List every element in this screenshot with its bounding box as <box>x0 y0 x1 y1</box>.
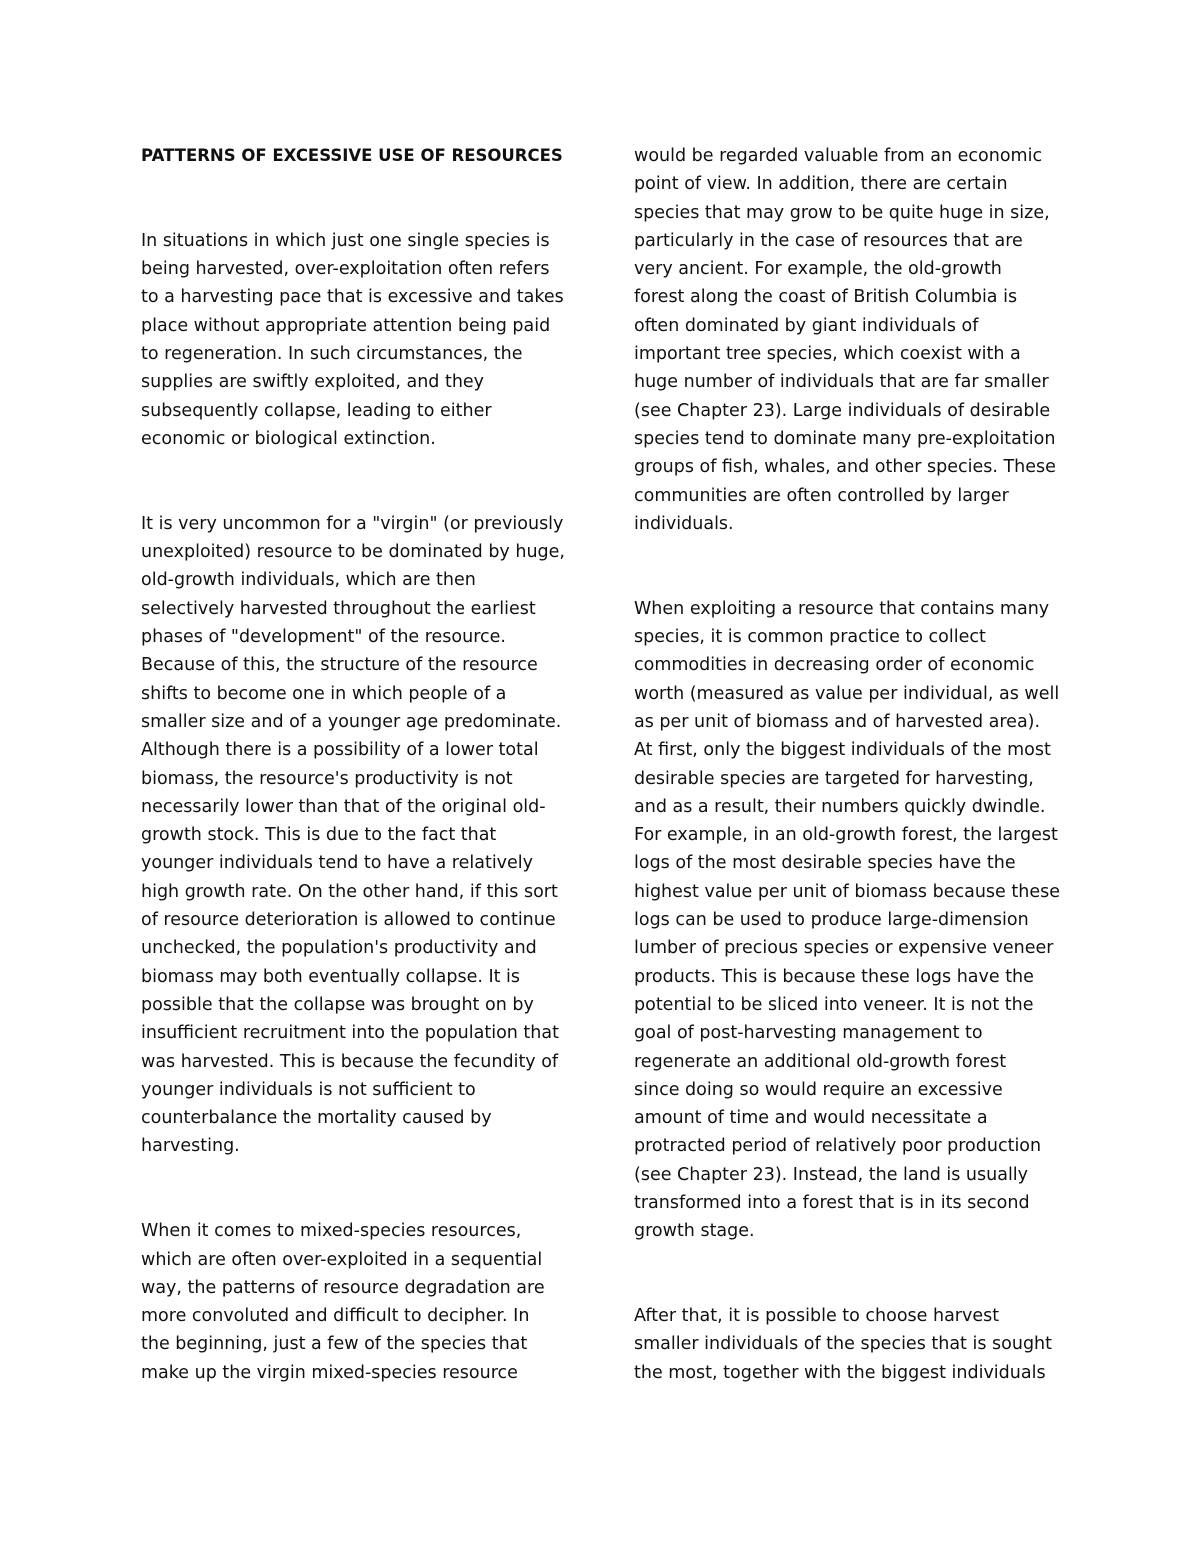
text-line: desirable species are targeted for harvesting, <box>634 768 1034 789</box>
text-line: Because of this, the structure of the resource <box>141 655 538 676</box>
text-line: unexploited) resource to be dominated by huge, <box>141 542 565 563</box>
text-line: of resource deterioration is allowed to continue <box>141 910 556 931</box>
text-line: biomass may both eventually collapse. It is <box>141 966 521 987</box>
text-line: harvesting. <box>141 1136 240 1157</box>
text-line: important tree species, which coexist with a <box>634 344 1021 365</box>
text-line: smaller individuals of the species that is sought <box>634 1334 1053 1355</box>
text-line: the beginning, just a few of the species that <box>141 1334 528 1355</box>
text-line: more convoluted and difficult to decipher. In <box>141 1306 530 1327</box>
document-title: PATTERNS OF EXCESSIVE USE OF RESOURCES <box>141 146 563 165</box>
left-column <box>141 142 573 1387</box>
text-line: (see Chapter 23). Instead, the land is usually <box>634 1164 1029 1185</box>
text-line: and as a result, their numbers quickly dwindle. <box>634 796 1046 817</box>
text-line: the most, together with the biggest individuals <box>634 1362 1046 1383</box>
text-line: At first, only the biggest individuals of the most <box>634 740 1051 761</box>
text-line: huge number of individuals that are far smaller <box>634 372 1049 393</box>
text-line: Although there is a possibility of a lower total <box>141 740 539 761</box>
text-line: younger individuals tend to have a relatively <box>141 853 534 874</box>
text-line: When it comes to mixed-species resources, <box>141 1221 522 1242</box>
text-line: which are often over-exploited in a sequential <box>141 1249 543 1270</box>
text-line: highest value per unit of biomass because these <box>634 881 1060 902</box>
text-line: would be regarded valuable from an economic <box>634 146 1043 166</box>
text-line: particularly in the case of resources that are <box>634 230 1023 251</box>
text-line: logs can be used to produce large-dimension <box>634 910 1029 931</box>
text-line: to a harvesting pace that is excessive and takes <box>141 287 564 308</box>
text-line: economic or biological extinction. <box>141 428 436 449</box>
paragraph <box>141 510 573 1161</box>
text-line: For example, in an old-growth forest, the largest <box>634 825 1058 846</box>
text-line: as per unit of biomass and of harvested area). <box>634 711 1041 732</box>
paragraph <box>634 595 1066 1246</box>
text-line: old-growth individuals, which are then <box>141 570 476 591</box>
text-line: worth (measured as value per individual, as well <box>634 683 1060 704</box>
paragraph <box>634 1302 1066 1387</box>
text-line: communities are often controlled by larger <box>634 485 1009 506</box>
text-line: commodities in decreasing order of economic <box>634 655 1035 676</box>
text-line: (see Chapter 23). Large individuals of desirable <box>634 400 1051 421</box>
right-column <box>634 142 1066 1387</box>
text-line: selectively harvested throughout the earliest <box>141 598 536 619</box>
text-line: shifts to become one in which people of a <box>141 683 507 704</box>
text-line: smaller size and of a younger age predominate. <box>141 711 562 732</box>
text-line: was harvested. This is because the fecundity of <box>141 1051 559 1072</box>
text-line: possible that the collapse was brought on by <box>141 994 534 1015</box>
text-line: logs of the most desirable species have the <box>634 853 1016 874</box>
text-line: being harvested, over-exploitation often refers <box>141 259 550 280</box>
text-line: very ancient. For example, the old-growth <box>634 259 1002 280</box>
text-line: growth stock. This is due to the fact that <box>141 825 497 846</box>
text-line: protracted period of relatively poor production <box>634 1136 1042 1157</box>
text-line: When exploiting a resource that contains many <box>634 598 1050 619</box>
text-line: way, the patterns of resource degradation are <box>141 1277 545 1298</box>
text-line: insufficient recruitment into the population that <box>141 1023 559 1044</box>
text-line: lumber of precious species or expensive veneer <box>634 938 1054 959</box>
text-line: products. This is because these logs have the <box>634 966 1034 987</box>
text-line: regenerate an additional old-growth forest <box>634 1051 1007 1072</box>
text-line: make up the virgin mixed-species resource <box>141 1362 518 1383</box>
text-line: forest along the coast of British Columbia is <box>634 287 1018 308</box>
text-line: groups of fish, whales, and other species. These <box>634 457 1056 478</box>
text-line: place without appropriate attention being paid <box>141 315 551 336</box>
text-line: goal of post-harvesting management to <box>634 1023 983 1044</box>
text-line: since doing so would require an excessive <box>634 1079 1003 1100</box>
text-line: species, it is common practice to collect <box>634 627 986 648</box>
paragraph <box>141 1217 573 1387</box>
text-line: amount of time and would necessitate a <box>634 1108 988 1129</box>
text-line: species that may grow to be quite huge in size, <box>634 202 1050 223</box>
text-line: often dominated by giant individuals of <box>634 315 979 336</box>
paragraph <box>141 227 573 453</box>
text-line: counterbalance the mortality caused by <box>141 1108 492 1129</box>
text-line: In situations in which just one single species is <box>141 230 550 251</box>
text-line: younger individuals is not sufficient to <box>141 1079 476 1100</box>
text-line: species tend to dominate many pre-exploitation <box>634 428 1056 449</box>
text-line: It is very uncommon for a "virgin" (or previously <box>141 513 564 534</box>
text-line: potential to be sliced into veneer. It is not the <box>634 994 1034 1015</box>
text-line: phases of "development" of the resource. <box>141 627 506 648</box>
text-line: After that, it is possible to choose harvest <box>634 1306 1000 1327</box>
text-line: supplies are swiftly exploited, and they <box>141 372 485 393</box>
text-line: biomass, the resource's productivity is not <box>141 768 513 789</box>
paragraph <box>634 142 1066 538</box>
text-line: high growth rate. On the other hand, if this sort <box>141 881 558 902</box>
text-line: point of view. In addition, there are certain <box>634 174 1008 195</box>
text-line: subsequently collapse, leading to either <box>141 400 492 421</box>
text-line: growth stage. <box>634 1221 755 1242</box>
text-line: transformed into a forest that is in its second <box>634 1192 1030 1213</box>
text-line: individuals. <box>634 513 734 534</box>
text-line: unchecked, the population's productivity and <box>141 938 537 959</box>
text-line: to regeneration. In such circumstances, the <box>141 344 523 365</box>
text-line: necessarily lower than that of the original old- <box>141 796 546 817</box>
